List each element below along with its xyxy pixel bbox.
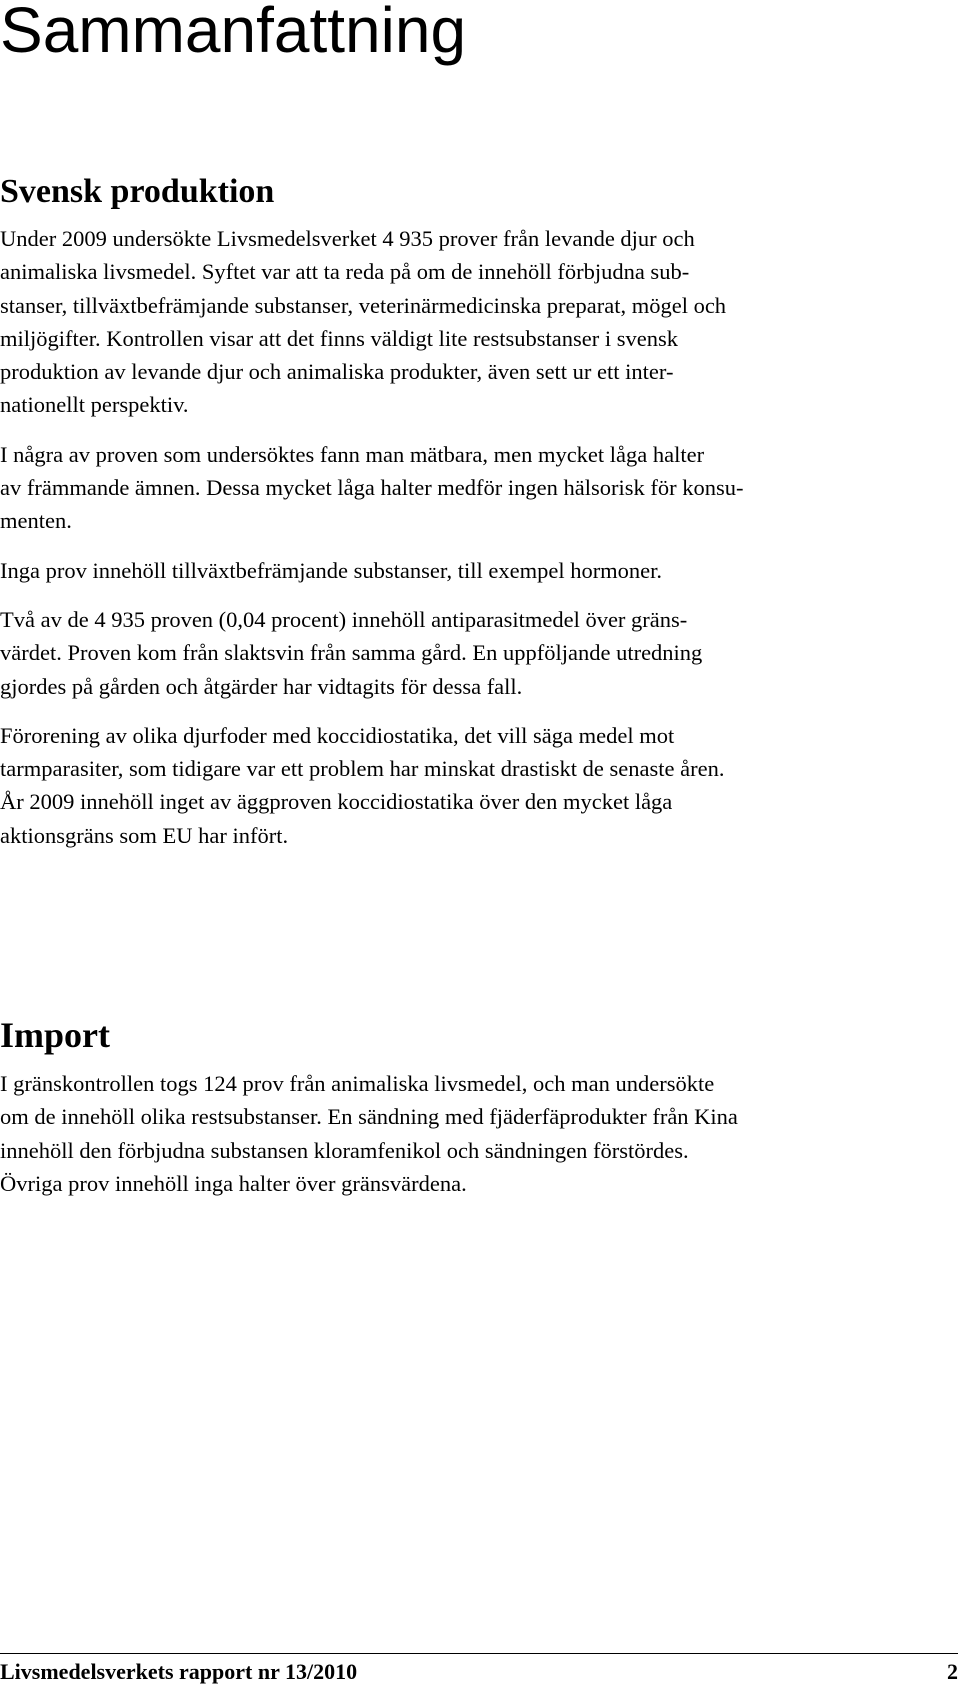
paragraph	[0, 554, 958, 587]
report-reference: Livsmedelsverkets rapport nr 13/2010	[0, 1659, 358, 1684]
text-line: nationellt perspektiv.	[0, 392, 189, 418]
section-import	[0, 1015, 958, 1200]
text-line: stanser, tillväxtbefrämjande substanser, veterinärmedicinska preparat, mögel och	[0, 292, 727, 318]
text-line: gjordes på gården och åtgärder har vidtagits för dessa fall.	[0, 673, 523, 699]
text-line: tarmparasiter, som tidigare var ett problem har minskat drastiskt de senaste åren.	[0, 756, 725, 782]
text-line: Två av de 4 935 proven (0,04 procent) innehöll antiparasitmedel över gräns-	[0, 606, 688, 632]
text-line: produktion av levande djur och animaliska produkter, även sett ur ett inter-	[0, 359, 674, 385]
text-line: I gränskontrollen togs 124 prov från animaliska livsmedel, och man undersökte	[0, 1071, 715, 1096]
text-line: av främmande ämnen. Dessa mycket låga halter medför ingen hälsorisk för konsu-	[0, 475, 744, 501]
text-line: aktionsgräns som EU har infört.	[0, 822, 289, 848]
text-line: miljögifter. Kontrollen visar att det finns väldigt lite restsubstanser i svensk	[0, 325, 679, 351]
text-line: innehöll den förbjudna substansen kloramfenikol och sändningen förstördes.	[0, 1137, 689, 1163]
page-footer	[0, 1653, 958, 1686]
text-line: Under 2009 undersökte Livsmedelsverket 4 935 prover från levande djur och	[0, 226, 695, 251]
page-title: Sammanfattning	[0, 0, 467, 66]
paragraph	[0, 222, 958, 422]
page-number: 2	[947, 1659, 958, 1684]
section-svensk-produktion	[0, 172, 958, 852]
paragraph	[0, 719, 958, 852]
section-heading: Svensk produktion	[0, 173, 275, 210]
text-line: menten.	[0, 508, 72, 534]
text-line: värdet. Proven kom från slaktsvin från samma gård. En uppföljande utredning	[0, 640, 703, 666]
section-heading: Import	[0, 1015, 110, 1055]
paragraph	[0, 603, 958, 703]
paragraph	[0, 438, 958, 538]
paragraph	[0, 1067, 958, 1200]
text-line: Övriga prov innehöll inga halter över gränsvärdena.	[0, 1170, 467, 1196]
text-line: om de innehöll olika restsubstanser. En sändning med fjäderfäprodukter från Kina	[0, 1104, 738, 1130]
text-line: År 2009 innehöll inget av äggproven koccidiostatika över den mycket låga	[0, 789, 673, 815]
text-line: animaliska livsmedel. Syftet var att ta reda på om de innehöll förbjudna sub-	[0, 259, 690, 285]
text-line: Inga prov innehöll tillväxtbefrämjande substanser, till exempel hormoner.	[0, 557, 663, 583]
text-line: I några av proven som undersöktes fann man mätbara, men mycket låga halter	[0, 441, 705, 467]
text-line: Förorening av olika djurfoder med koccidiostatika, det vill säga medel mot	[0, 722, 675, 748]
